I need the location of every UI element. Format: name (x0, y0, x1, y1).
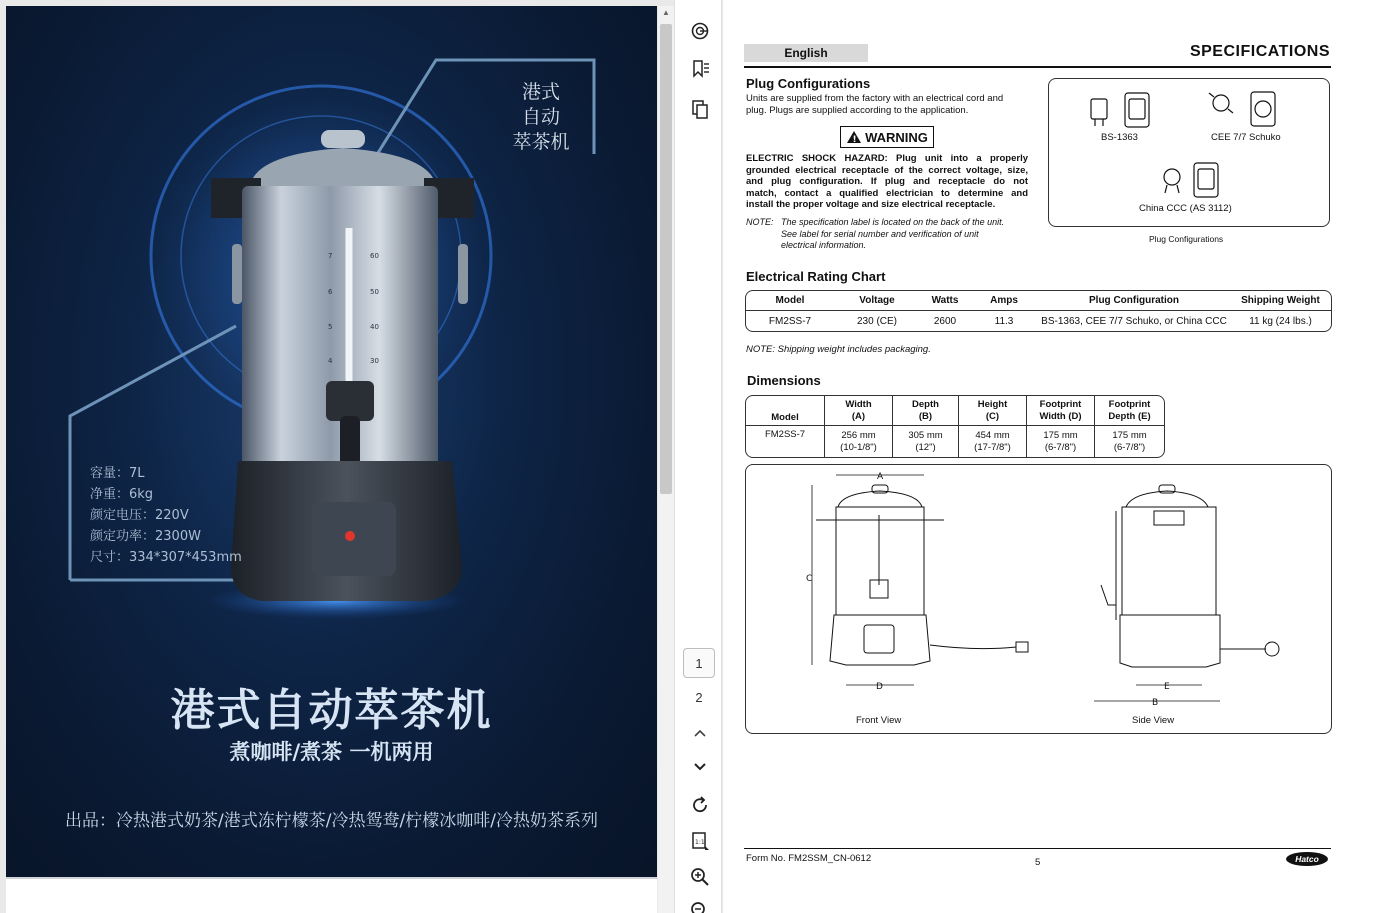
warning-triangle-icon (846, 130, 862, 144)
next-page-edge (6, 877, 657, 913)
footer-rule (744, 848, 1331, 849)
dim-header-text: (C) (985, 410, 1000, 422)
scroll-up-arrow-icon[interactable]: ▲ (662, 8, 670, 17)
dim-header-cell (1026, 396, 1094, 426)
dim-header-text: (B) (918, 410, 933, 422)
section-title: SPECIFICATIONS (1189, 43, 1330, 60)
product-poster-page (6, 6, 657, 877)
rating-heading: Electrical Rating Chart (746, 269, 886, 284)
fit-page-glyph (690, 831, 710, 851)
rating-header-cell: Plug Configuration (1038, 291, 1230, 311)
front-view-drawing (816, 485, 1028, 665)
bookmark-glyph (690, 59, 710, 79)
rating-cell: BS-1363, CEE 7/7 Schuko, or China CCC (1041, 316, 1227, 327)
gauge-label-left: 4 (328, 357, 333, 365)
zoom-in-icon[interactable] (687, 864, 713, 890)
zoom-out-glyph (690, 901, 710, 913)
rating-header-cell: Amps (970, 291, 1038, 311)
copy-pages-icon[interactable] (687, 96, 713, 122)
plug-figure-caption: Plug Configurations (1149, 234, 1224, 244)
dim-header-text: Footprint (1108, 398, 1151, 410)
fit-page-icon[interactable] (687, 828, 713, 854)
dim-header-text: Depth (E) (1108, 410, 1151, 422)
dim-cell (746, 426, 824, 457)
bookmark-list-icon[interactable] (687, 56, 713, 82)
gauge-label-left: 6 (328, 288, 333, 296)
vertical-product-name (509, 80, 573, 155)
dim-cell-text: (6-7/8") (1113, 441, 1146, 453)
note-text (781, 217, 1028, 252)
rating-table (746, 291, 1331, 332)
poster-title: 港式自动萃茶机 (170, 685, 493, 736)
note-line: The specification label is located on the back of the unit. (781, 217, 1005, 227)
dim-cell-text: 305 mm (908, 429, 943, 441)
dimension-label-d: D (876, 682, 883, 692)
dimension-label-a: A (877, 472, 884, 482)
copy-glyph (690, 99, 710, 119)
dim-header-text: Footprint (1039, 398, 1082, 410)
note-line: See label for serial number and verification of unit (781, 228, 979, 239)
warning-label: WARNING (865, 129, 928, 145)
dim-cell-text: (12") (915, 441, 936, 453)
hazard-line: grounded electrical receptacle of the correct voltage, size, (746, 164, 1028, 176)
rotate-icon[interactable] (687, 792, 713, 818)
spec-power: 颜定功率：2300W (90, 529, 201, 544)
plug-intro-line: Units are supplied from the factory with an electrical cord and (746, 93, 1004, 104)
note-line: electrical information. (781, 240, 867, 250)
dimensions-heading: Dimensions (747, 373, 821, 388)
dim-header-cell (958, 396, 1026, 426)
rating-cell: 2600 (933, 316, 957, 327)
dim-header-cell (892, 396, 958, 426)
rating-cell: 230 (CE) (856, 316, 897, 327)
dim-cell-text: FM2SS-7 (764, 429, 806, 440)
dim-cell (1026, 426, 1094, 457)
ai-assistant-glyph (690, 21, 710, 41)
vertical-title-line: 自动 (521, 106, 560, 128)
spec-weight: 净重：6kg (90, 487, 154, 502)
side-view-caption: Side View (1132, 715, 1175, 726)
viewer-toolbar (674, 0, 722, 913)
dim-header-text: Width (845, 398, 872, 410)
side-view-drawing (1101, 485, 1279, 667)
dim-header-cell (746, 396, 824, 426)
plug-name: CEE 7/7 Schuko (1211, 132, 1281, 143)
dim-header-text: Height (977, 398, 1008, 410)
bs-1363-plug-icon (1091, 93, 1149, 127)
page-number: 5 (1035, 857, 1041, 868)
chevron-down-icon[interactable] (687, 754, 713, 780)
zoom-out-icon[interactable] (687, 898, 713, 913)
gauge-label-right: 60 (370, 252, 379, 260)
plug-heading: Plug Configurations (746, 76, 871, 91)
rating-cell: FM2SS-7 (768, 316, 812, 327)
dim-data-row (746, 426, 1164, 457)
rating-header-cell: Model (746, 291, 834, 311)
gauge-label-right: 40 (370, 323, 379, 331)
rating-header-cell: Voltage (834, 291, 920, 311)
poster-outputs: 出品：冷热港式奶茶/港式冻柠檬茶/冷热鸳鸯/柠檬冰咖啡/冷热奶茶系列 (65, 811, 598, 831)
dim-header-cell (824, 396, 892, 426)
warning-box (840, 126, 934, 148)
dim-header-text: (A) (851, 410, 866, 422)
tea-urn-illustration (211, 130, 474, 601)
hazard-line: match, contact a qualified electrician to determine and (746, 187, 1028, 199)
rating-header-cell: Watts (920, 291, 970, 311)
plug-intro-line: plug. Plugs are supplied according to the application. (746, 105, 969, 116)
rotate-glyph (690, 795, 710, 815)
note-label: NOTE: (746, 217, 774, 227)
chevron-down-glyph (692, 759, 708, 775)
vertical-title-line: 港式 (521, 81, 560, 103)
urn-power-led (345, 531, 355, 541)
hazard-line: install the proper voltage and size electrical receptacle. (746, 199, 996, 210)
dim-cell-text: 454 mm (975, 429, 1010, 441)
plug-name: BS-1363 (1101, 132, 1138, 143)
rating-cell: 11.3 (994, 316, 1014, 327)
spec-size: 尺寸：334*307*453mm (90, 550, 242, 565)
chevron-up-glyph (692, 725, 708, 741)
dim-cell (892, 426, 958, 457)
svg-text:!: ! (852, 135, 857, 144)
dimension-label-e: E (1164, 682, 1170, 692)
dim-cell-text: (6-7/8") (1044, 441, 1077, 453)
rating-header-cell: Shipping Weight (1230, 291, 1331, 311)
page-thumb-2[interactable]: 2 (695, 690, 703, 705)
brand-logo: Hatco (1286, 852, 1328, 866)
dimensions-table (746, 396, 1164, 457)
dim-header-text: Width (D) (1039, 410, 1082, 422)
spec-capacity: 容量：7L (90, 466, 145, 481)
shipping-note: NOTE: Shipping weight includes packaging. (746, 344, 931, 355)
dimension-label-c: C (806, 574, 813, 584)
rating-data-row (746, 311, 1331, 332)
hazard-text (746, 153, 1028, 211)
spec-voltage: 颜定电压：220V (90, 508, 189, 523)
gauge-label-right: 50 (370, 288, 379, 296)
hazard-line: and plug configuration. If plug and receptacle do not (746, 176, 1028, 187)
rating-table-box (745, 290, 1332, 332)
dim-cell-text: 175 mm (1112, 429, 1147, 441)
form-number: Form No. FM2SSM_CN-0612 (746, 853, 872, 864)
dim-header-text: Depth (912, 398, 939, 410)
header-rule (744, 66, 1331, 68)
dim-cell (958, 426, 1026, 457)
dimensions-table-box (745, 395, 1165, 458)
rating-header-row (746, 291, 1331, 311)
dim-cell (824, 426, 892, 457)
spec-document-page (723, 0, 1376, 913)
dim-cell-text: 256 mm (841, 429, 876, 441)
dimension-drawings-figure (745, 464, 1332, 734)
dim-cell-text: (10-1/8") (840, 441, 877, 453)
hazard-line: ELECTRIC SHOCK HAZARD: Plug unit into a properly (746, 153, 1028, 164)
dim-cell-text: (17-7/8") (974, 441, 1011, 453)
front-view-caption: Front View (856, 715, 902, 726)
zoom-in-glyph (690, 867, 710, 887)
chevron-up-icon[interactable] (687, 720, 713, 746)
dim-cell (1094, 426, 1164, 457)
svg-text:1:1: 1:1 (695, 839, 705, 846)
dim-header-cell (1094, 396, 1164, 426)
schuko-plug-icon (1209, 92, 1275, 126)
rating-cell: 11 kg (24 lbs.) (1249, 316, 1312, 327)
page-thumb-1[interactable]: 1 (683, 648, 715, 678)
dimension-drawings (746, 465, 1333, 735)
plug-name: China CCC (AS 3112) (1139, 203, 1232, 214)
gauge-label-left: 7 (328, 252, 333, 260)
language-tab: English (744, 44, 868, 62)
ai-assistant-icon[interactable] (687, 18, 713, 44)
poster-subtitle: 煮咖啡/煮茶 一机两用 (229, 740, 434, 764)
dim-header-text: Model (771, 412, 799, 423)
dim-header-row (746, 396, 1164, 426)
plug-configurations-figure (1048, 78, 1330, 227)
china-ccc-plug-icon (1164, 163, 1218, 197)
dimension-label-b: B (1152, 698, 1159, 708)
gauge-label-left: 5 (328, 323, 333, 331)
gauge-label-right: 30 (370, 357, 379, 365)
dim-cell-text: 175 mm (1043, 429, 1078, 441)
scrollbar-thumb[interactable] (660, 24, 672, 494)
vertical-title-line: 萃茶机 (512, 131, 570, 153)
